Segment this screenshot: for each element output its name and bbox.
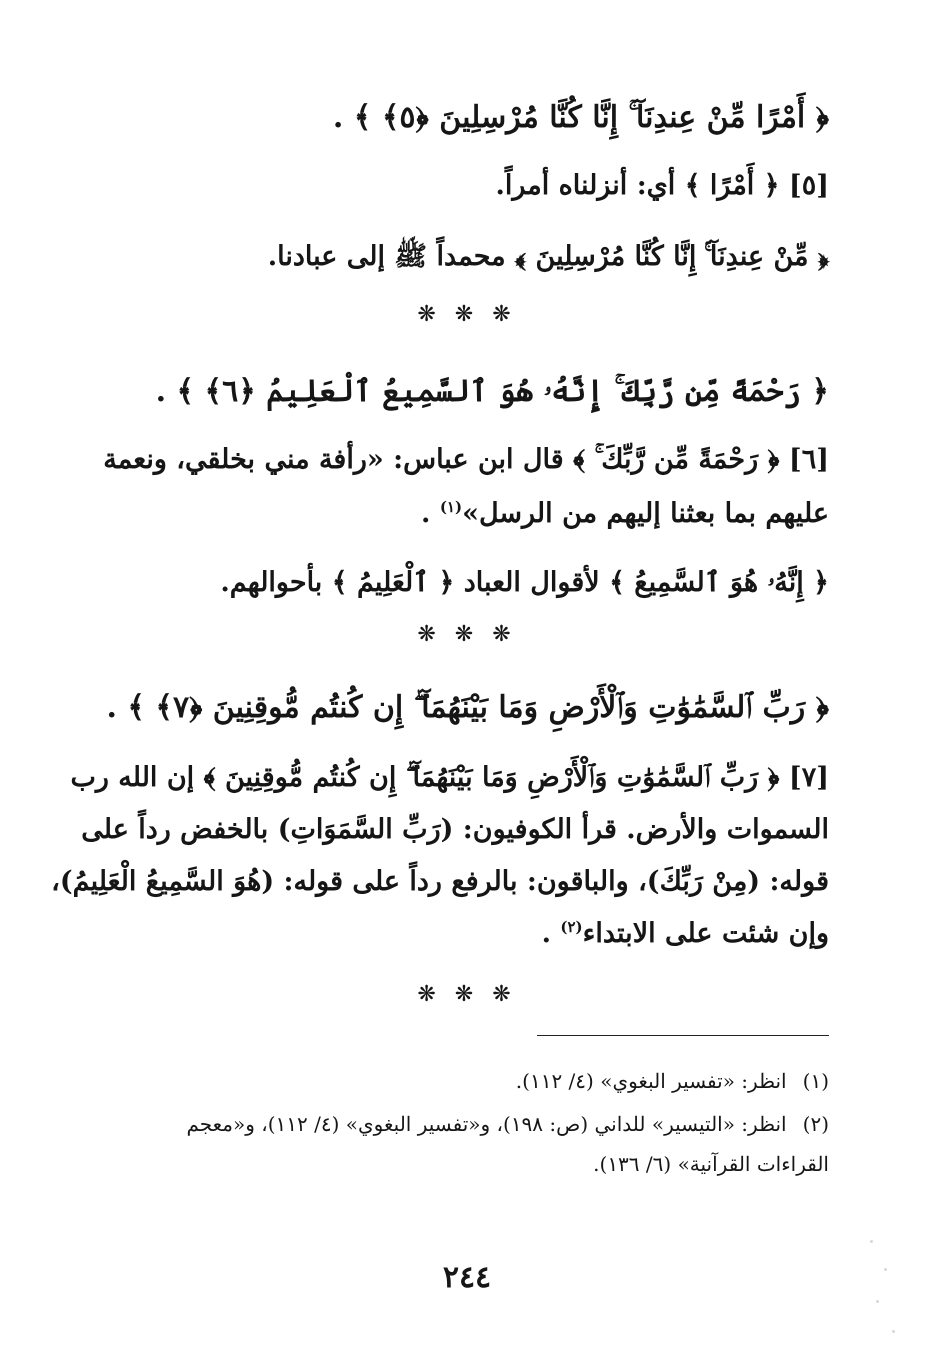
commentary-text: وإن شئت على الابتداء bbox=[582, 918, 829, 949]
commentary-6-line-1 bbox=[105, 440, 829, 480]
quran-verse-6 bbox=[156, 370, 829, 414]
commentary-ref: [٦] bbox=[788, 444, 829, 475]
section-separator: ❋ ❋ ❋ bbox=[417, 622, 517, 647]
sentence-end: . bbox=[421, 498, 431, 529]
section-separator: ❋ ❋ ❋ bbox=[417, 982, 517, 1007]
scan-speck bbox=[892, 1330, 895, 1333]
commentary-text: إن الله رب bbox=[70, 762, 195, 793]
commentary-6b bbox=[105, 563, 829, 603]
commentary-text: عليهم بما بعثنا إليهم من الرسل» bbox=[462, 498, 829, 529]
footnote-number: (١) bbox=[802, 1069, 829, 1093]
footnote-ref: (١) bbox=[439, 498, 463, 516]
footnote-divider bbox=[537, 1035, 829, 1036]
section-separator: ❋ ❋ ❋ bbox=[417, 302, 517, 327]
verse-quote: ﴿ إِنَّهُۥ هُوَ ٱلسَّمِيعُ ﴾ bbox=[609, 567, 829, 598]
footnote-text: انظر: «التيسير» للداني (ص: ١٩٨)، و«تفسير البغوي» (٤/ ١١٢)، و«معجم bbox=[186, 1112, 787, 1136]
scan-speck bbox=[870, 1240, 873, 1243]
commentary-6-line-2 bbox=[105, 494, 829, 534]
verse-quote: ﴿ أَمْرًا ﴾ bbox=[684, 170, 780, 201]
footnote-number: (٢) bbox=[802, 1112, 829, 1136]
commentary-text: قال ابن عباس: «رأفة مني بخلقي، ونعمة bbox=[103, 444, 564, 475]
footnote-2-continued bbox=[105, 1149, 829, 1179]
verse-quote: ﴿ رَبِّ ٱلسَّمَٰوَٰتِ وَٱلْأَرْضِ وَمَا بَيْنَهُمَآ ۖ إِن كُنتُم مُّوقِنِينَ ﴾ bbox=[203, 762, 780, 793]
commentary-text: محمداً ﷺ إلى عبادنا. bbox=[267, 241, 506, 272]
footnote-1 bbox=[105, 1066, 829, 1096]
footnote-2 bbox=[105, 1109, 829, 1139]
commentary-ref: [٥] bbox=[788, 170, 829, 201]
quran-verse-7 bbox=[106, 686, 829, 730]
verse-text: ﴿ أَمْرًا مِّنْ عِندِنَآ ۚ إِنَّا كُنَّا مُرْسِلِينَ ﴿٥﴾ ﴾ . bbox=[332, 100, 829, 135]
commentary-7-line-1 bbox=[70, 758, 829, 798]
sentence-end: . bbox=[541, 918, 551, 949]
footnote-text: انظر: «تفسير البغوي» (٤/ ١١٢). bbox=[515, 1069, 787, 1093]
commentary-7-line-2 bbox=[81, 810, 829, 850]
footnote-text: القراءات القرآنية» (٦/ ١٣٦). bbox=[593, 1152, 829, 1176]
commentary-text: أي: أنزلناه أمراً. bbox=[495, 170, 676, 201]
commentary-5 bbox=[105, 166, 829, 206]
commentary-text: لأقوال العباد bbox=[463, 567, 600, 598]
quran-verse-5 bbox=[333, 96, 829, 140]
verse-text: ﴿ رَبِّ ٱلسَّمَٰوَٰتِ وَٱلْأَرْضِ وَمَا بَيْنَهُمَآ ۖ إِن كُنتُم مُّوقِنِينَ ﴿٧﴾ ﴾ . bbox=[106, 690, 829, 725]
footnote-ref: (٢) bbox=[560, 918, 583, 936]
verse-quote: ﴿ ٱلْعَلِيمُ ﴾ bbox=[331, 567, 455, 598]
commentary-5b bbox=[105, 237, 829, 277]
verse-quote: ﴿ رَحْمَةً مِّن رَّبِّكَ ۚ ﴾ bbox=[573, 444, 780, 475]
verse-quote: ﴿ مِّنْ عِندِنَآ ۚ إِنَّا كُنَّا مُرْسِلِينَ ﴾ bbox=[515, 241, 829, 272]
commentary-7-line-4 bbox=[105, 914, 829, 954]
commentary-7-line-3 bbox=[51, 862, 829, 902]
scan-speck bbox=[884, 1268, 887, 1271]
verse-text: ﴿ رَحْمَةً مِّن رَّبِّكَ ۚ إِنَّهُۥ هُوَ ٱلسَّمِيعُ ٱلْعَلِيمُ ﴿٦﴾ ﴾ . bbox=[155, 374, 829, 409]
commentary-text: السموات والأرض. قرأ الكوفيون: (رَبِّ السَّمَوَاتِ) بالخفض رداً على bbox=[81, 814, 829, 845]
commentary-ref: [٧] bbox=[788, 762, 829, 793]
scan-speck bbox=[876, 1300, 879, 1303]
commentary-text: قوله: (مِنْ رَبِّكَ)، والباقون: بالرفع رداً على قوله: (هُوَ السَّمِيعُ الْعَلِيمُ)، bbox=[51, 866, 829, 897]
commentary-text: بأحوالهم. bbox=[220, 567, 323, 598]
page-number: ٢٤٤ bbox=[442, 1260, 492, 1295]
